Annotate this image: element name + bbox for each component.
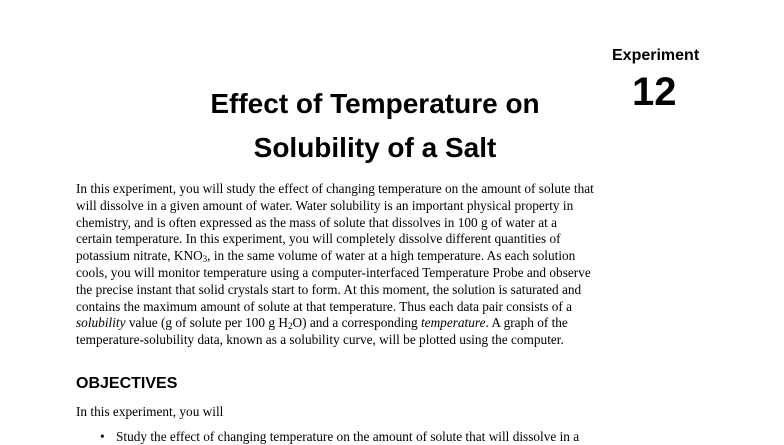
text-run: . A graph of the — [485, 315, 568, 331]
text-run: , in the same volume of water at a high temperature. As each solution — [207, 248, 576, 264]
title-line-1: Effect of Temperature on — [210, 88, 540, 119]
text-run: O) and a corresponding — [292, 315, 421, 331]
experiment-number: 12 — [632, 70, 677, 114]
paragraph-line: will dissolve in a given amount of water. Water solubility is an important physical property in — [76, 197, 574, 213]
paragraph-line: the precise instant that solid crystals start to form. At this moment, the solution is saturated and — [76, 281, 582, 297]
bullet-icon: • — [100, 429, 105, 444]
objective-text: Study the effect of changing temperature on the amount of solute that will dissolve in a — [116, 429, 580, 444]
text-run: potassium nitrate, KNO — [76, 248, 203, 264]
title-line-2: Solubility of a Salt — [253, 132, 497, 163]
paragraph-line: contains the maximum amount of solute at that temperature. Thus each data pair consists of a — [76, 298, 573, 314]
emphasis-solubility: solubility — [76, 315, 126, 331]
paragraph-line: chemistry, and is often expressed as the mass of solute that dissolves in 100 g of water at a — [76, 214, 558, 230]
paragraph-line — [76, 248, 686, 265]
objectives-intro: In this experiment, you will — [76, 404, 224, 419]
emphasis-temperature: temperature — [420, 315, 486, 331]
objectives-heading: OBJECTIVES — [76, 375, 178, 392]
intro-paragraph — [76, 181, 686, 349]
document-title — [170, 82, 580, 170]
subscript: 3 — [202, 254, 208, 265]
paragraph-line: cools, you will monitor temperature using a computer-interfaced Temperature Probe and observe — [76, 264, 591, 280]
subscript: 2 — [287, 321, 293, 332]
paragraph-line: In this experiment, you will study the effect of changing temperature on the amount of solute that — [76, 181, 594, 196]
paragraph-line — [76, 315, 686, 332]
paragraph-line: certain temperature. In this experiment, you will completely dissolve different quantities of — [76, 231, 561, 247]
experiment-label: Experiment — [612, 47, 700, 64]
text-run: value (g of solute per 100 g H — [125, 315, 288, 331]
paragraph-line: temperature-solubility data, known as a solubility curve, will be plotted using the computer. — [76, 332, 564, 348]
objective-list-item — [100, 428, 579, 445]
